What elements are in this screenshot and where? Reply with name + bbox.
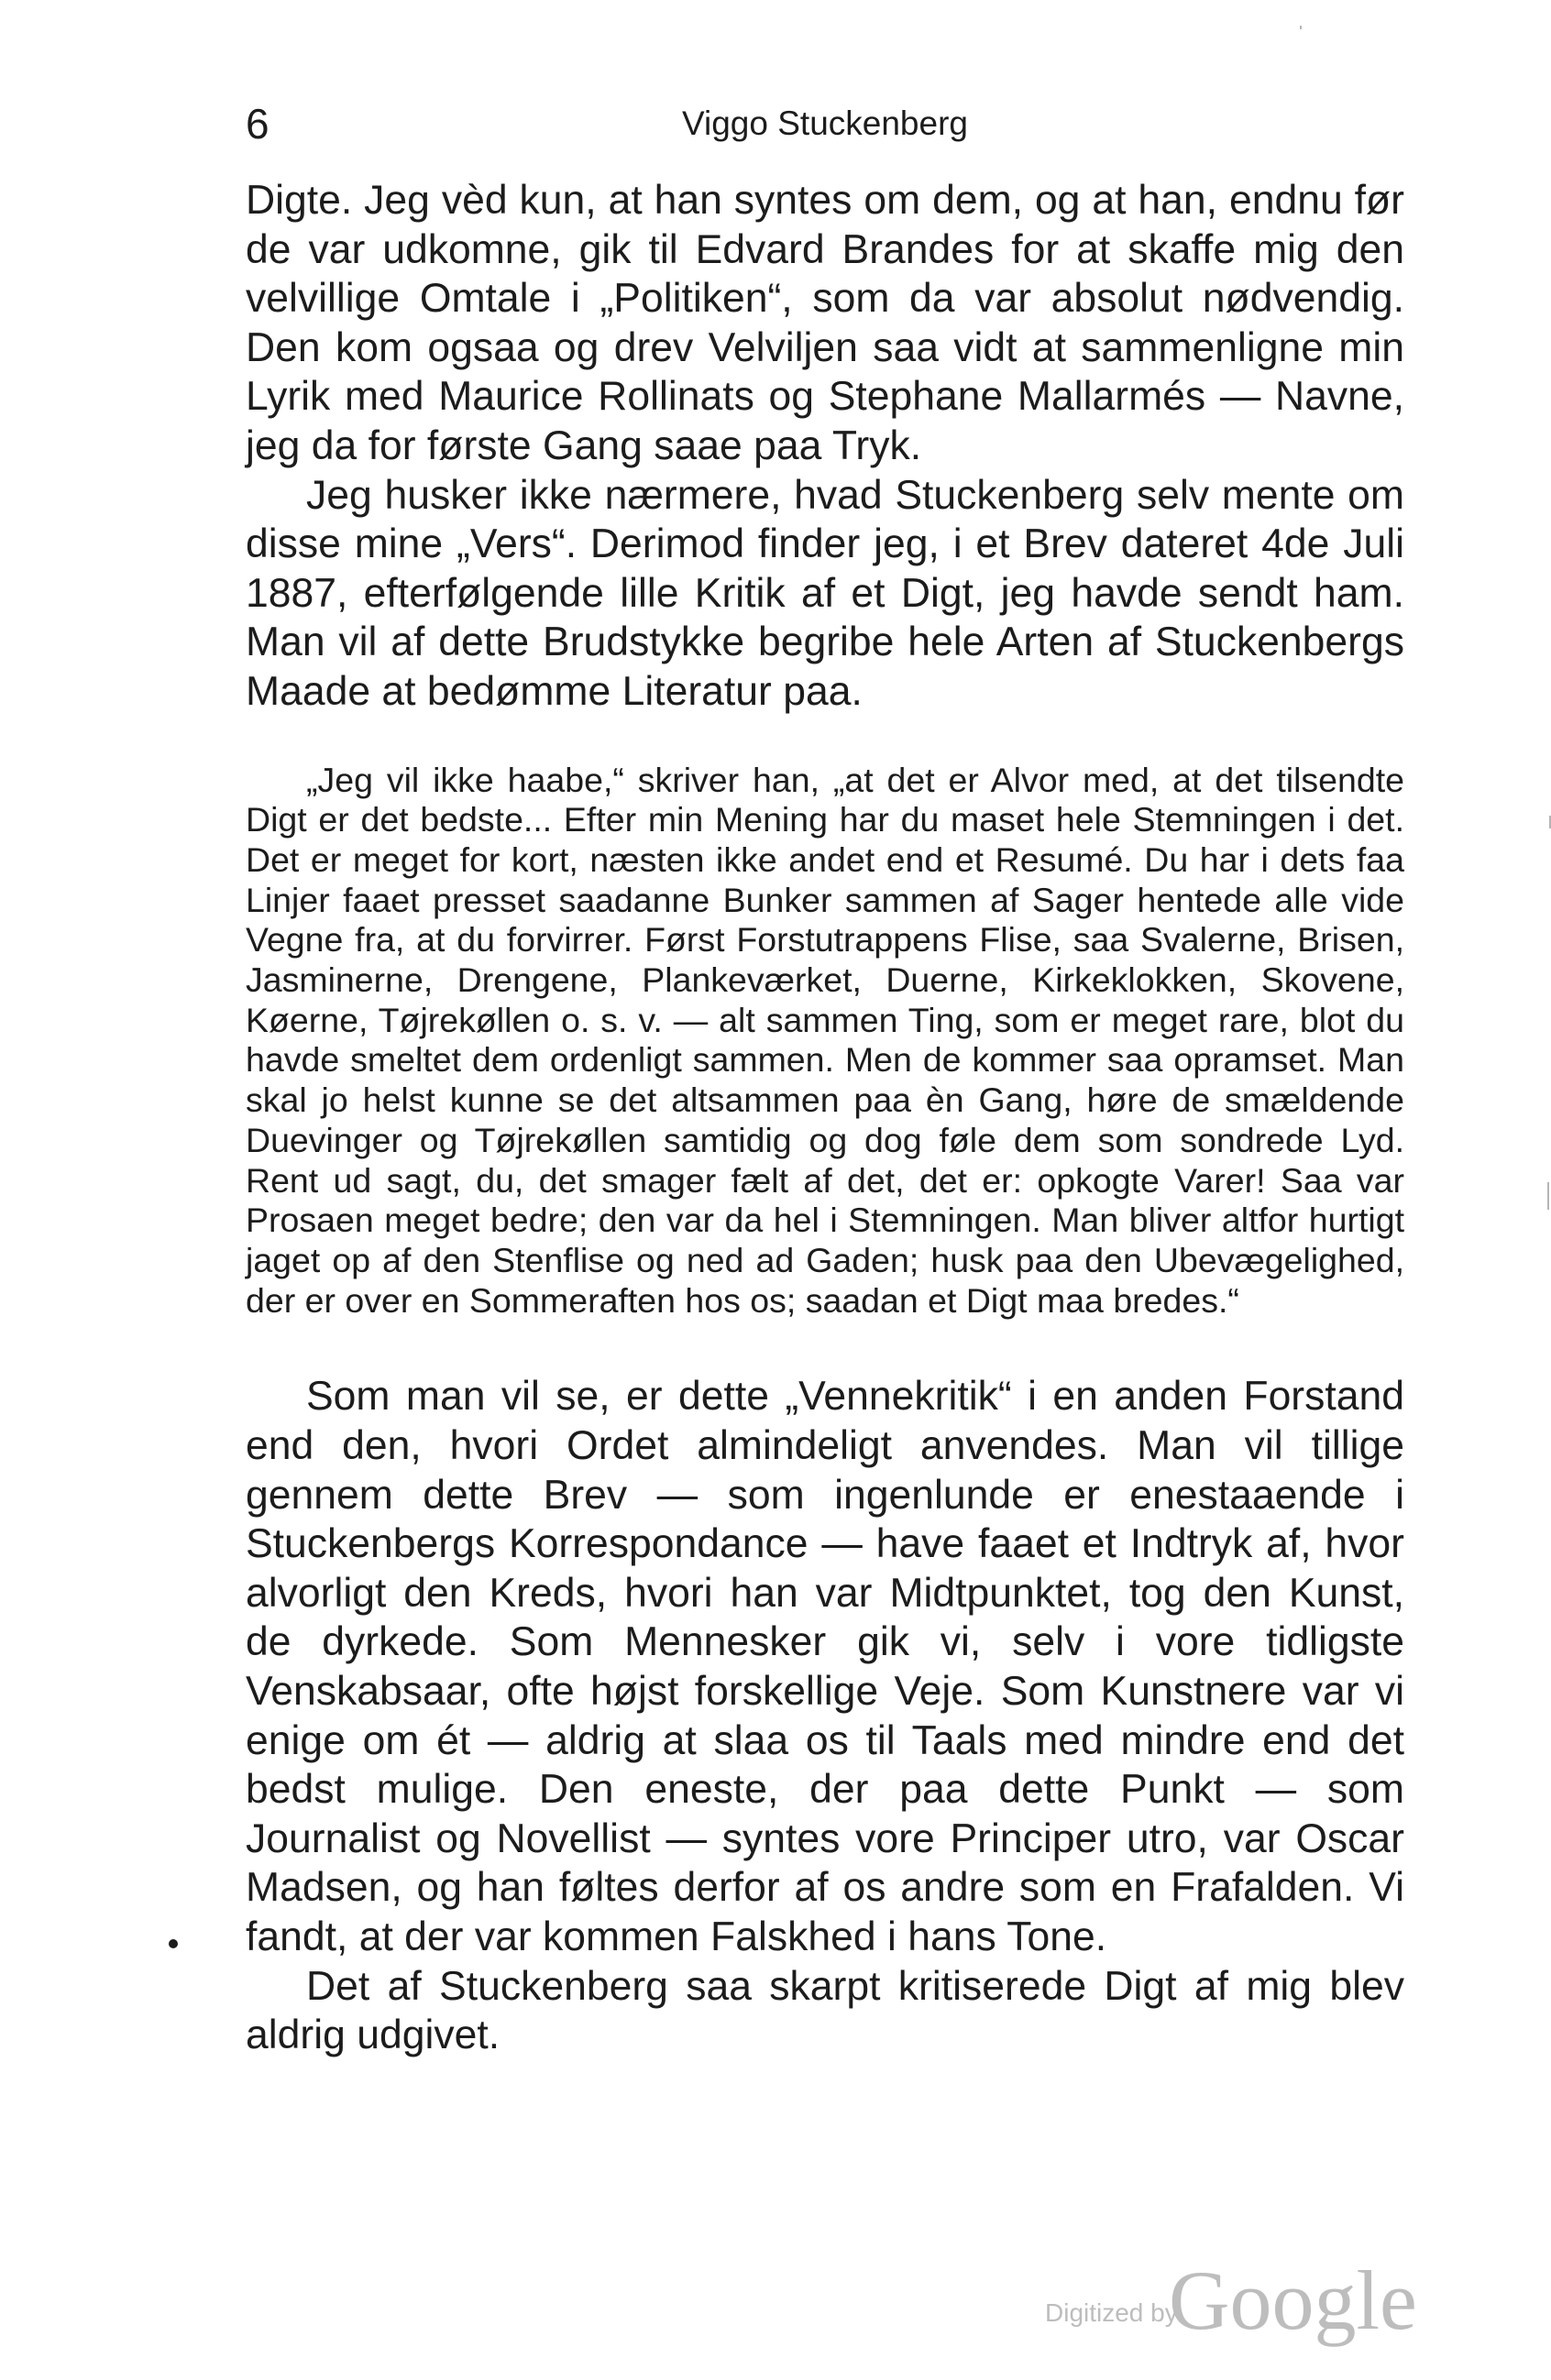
running-head: Viggo Stuckenberg <box>682 104 968 142</box>
google-logo: Google <box>1169 2254 1417 2347</box>
page-number: 6 <box>246 100 270 148</box>
watermark-prefix: Digitized by <box>1045 2298 1178 2327</box>
page-header <box>246 92 1404 156</box>
paragraph-commentary: Som man vil se, er dette „Vennekritik“ i en anden Forstand end den, hvori Ordet almindeligt anvendes. Man vil tillige gennem dette Brev — som ingenlunde er enestaaende i Stuckenbergs Korrespondance — have faaet et Indtryk af, hvor alvorligt den Kreds, hvori han var Midtpunktet, tog den Kunst, de dyrkede. Som Mennesker gik vi, selv i vore tidligste Venskabsaar, ofte højst forskellige Veje. Som Kunstnere var vi enige om ét — aldrig at slaa os til Taals med mindre end det bedst mulige. Den eneste, der paa dette Punkt — som Journalist og Novellist — syntes vore Principer utro, var Oscar Madsen, og han føltes derfor af os andre som en Frafalden. Vi fandt, at der var kommen Falskhed i hans Tone. <box>246 1374 1404 1959</box>
scan-speck <box>1300 26 1302 29</box>
digitized-watermark <box>1045 2245 1417 2347</box>
body-text <box>246 176 1404 2060</box>
paragraph-intro-letter: Jeg husker ikke nærmere, hvad Stuckenberg selv mente om disse mine „Vers“. Derimod finder jeg, i et Brev dateret 4de Juli 1887, efterfølgende lille Kritik af et Digt, jeg havde sendt ham. Man vil af dette Brudstykke begribe hele Arten af Stuckenbergs Maade at bedømme Literatur paa. <box>246 472 1404 714</box>
margin-dot <box>169 1939 178 1948</box>
scan-speck <box>1547 1182 1549 1210</box>
paragraph-continued: Digte. Jeg vèd kun, at han syntes om dem, og at han, endnu før de var udkomne, gik til Edvard Brandes for at skaffe mig den velvillige Omtale i „Politiken“, som da var absolut nødvendig. Den kom ogsaa og drev Velviljen saa vidt at sammenligne min Lyrik med Maurice Rollinats og Stephane Mallarmés — Navne, jeg da for første Gang saae paa Tryk. <box>246 178 1404 468</box>
paragraph-closing: Det af Stuckenberg saa skarpt kritiserede Digt af mig blev aldrig udgivet. <box>246 1963 1404 2058</box>
letter-quote: „Jeg vil ikke haabe,“ skriver han, „at det er Alvor med, at det tilsendte Digt er det bedste... Efter min Mening har du maset hele Stemningen i det. Det er meget for kort, næsten ikke andet end et Resumé. Du har i dets faa Linjer faaet presset saadanne Bunker sammen af Sager hentede alle vide Vegne fra, at du forvirrer. Først Forstutrappens Flise, saa Svalerne, Brisen, Jasminerne, Drengene, Plankeværket, Duerne, Kirkeklokken, Skovene, Køerne, Tøjrekøllen o. s. v. — alt sammen Ting, som er meget rare, blot du havde smeltet dem ordenligt sammen. Men de kommer saa opramset. Man skal jo helst kunne se det altsammen paa èn Gang, høre de smældende Duevinger og Tøjrekøllen samtidig og dog føle dem som sondrede Lyd. Rent ud sagt, du, det smager fælt af det, det er: opkogte Varer! Saa var Prosaen meget bedre; den var da hel i Stemningen. Man bliver altfor hurtigt jaget op af den Stenflise og ned ad Gaden; husk paa den Ubevægelighed, der er over en Sommeraften hos os; saadan et Digt maa bredes.“ <box>246 760 1404 1320</box>
